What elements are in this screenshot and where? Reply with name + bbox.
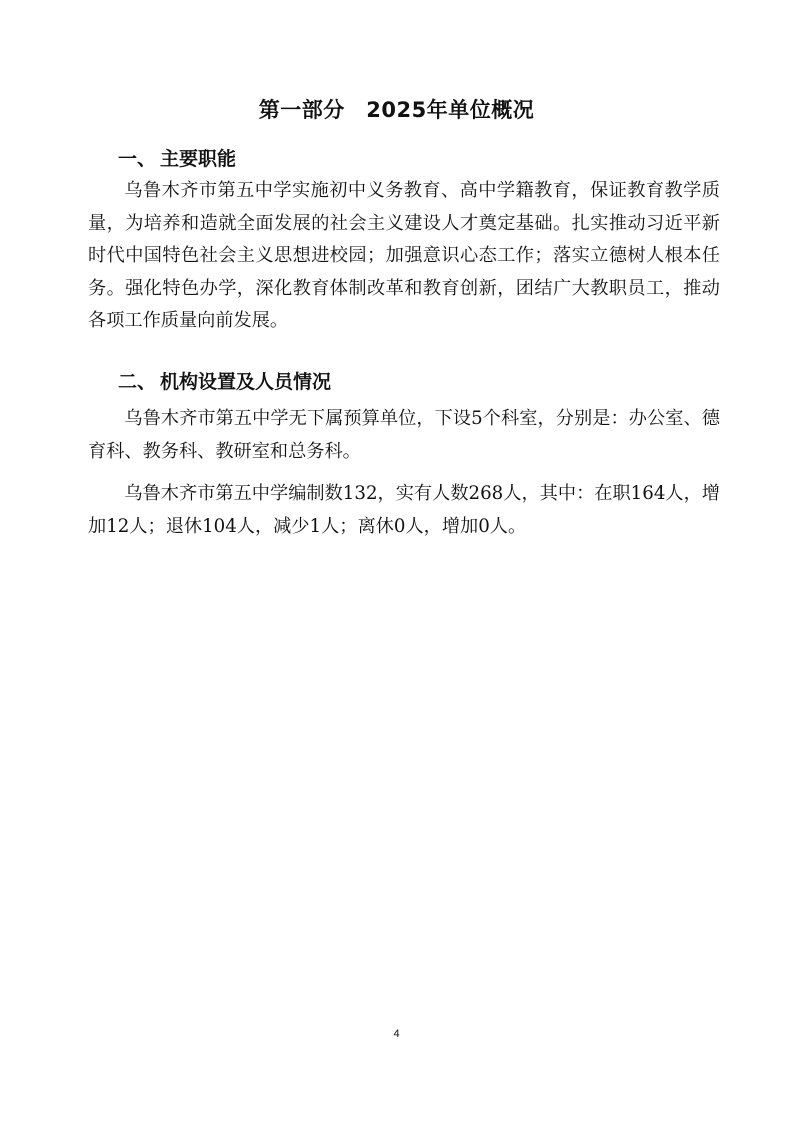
section-heading-functions (118, 146, 236, 172)
section-heading-organization (118, 369, 331, 395)
section-number: 二、 (118, 371, 157, 393)
paragraph-organization: 乌鲁木齐市第五中学无下属预算单位，下设5个科室，分别是：办公室、德育科、教务科、教研室和总务科。 (88, 408, 720, 462)
paragraph-functions: 乌鲁木齐市第五中学实施初中义务教育、高中学籍教育，保证教育教学质量，为培养和造就全面发展的社会主义建设人才奠定基础。扎实推动习近平新时代中国特色社会主义思想进校园；加强意识心态工作；落实立德树人根本任务。强化特色办学，深化教育体制改革和教育创新，团结广大教职员工，推动各项工作质量向前发展。 (88, 180, 720, 331)
section-title: 主要职能 (160, 148, 237, 170)
page-title: 第一部分 2025年单位概况 (258, 98, 535, 122)
page-number: 4 (393, 1028, 400, 1040)
section-number: 一、 (118, 148, 157, 170)
paragraph-staffing: 乌鲁木齐市第五中学编制数132，实有人数268人，其中：在职164人，增加12人；退休104人，减少1人；离休0人，增加0人。 (88, 483, 720, 537)
section-title: 机构设置及人员情况 (160, 371, 332, 393)
